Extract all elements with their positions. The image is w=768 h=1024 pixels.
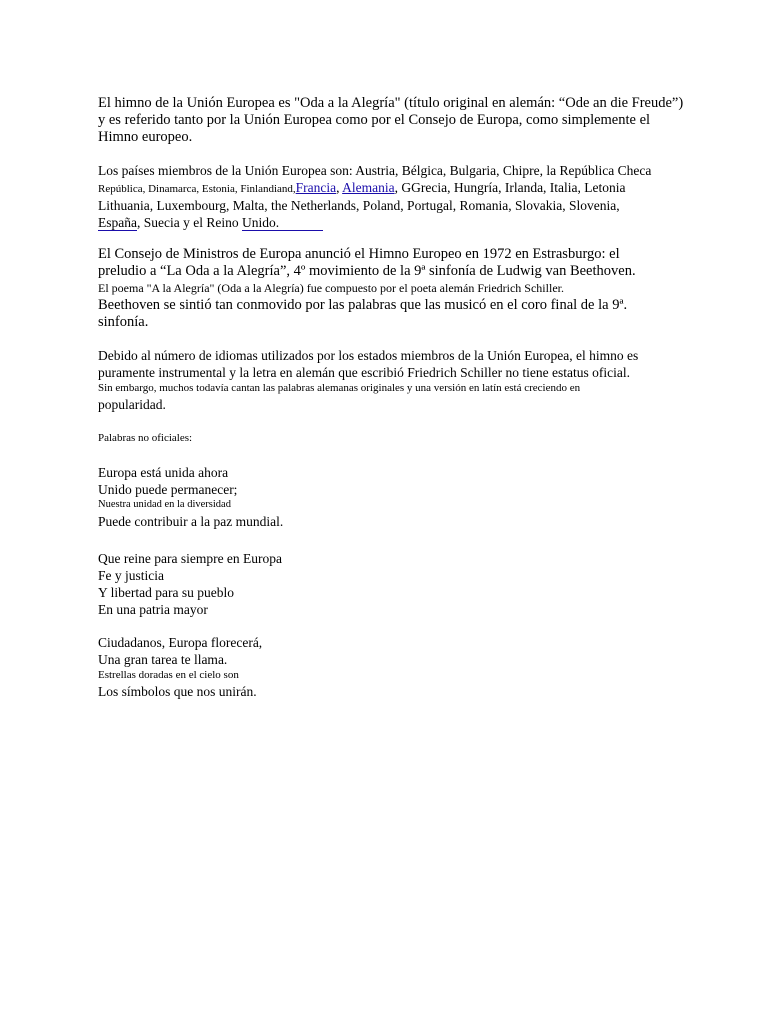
unofficial-words-heading	[98, 431, 688, 446]
text-line: Lithuania, Luxembourg, Malta, the Netherlands, Poland, Portugal, Romania, Slovakia, Slovenia,	[98, 198, 620, 213]
paragraph-council	[98, 246, 688, 331]
lyric-line: En una patria mayor	[98, 602, 208, 617]
text-segment: República, Dinamarca, Estonia, Finlandiand,	[98, 183, 296, 195]
lyric-line: Europa está unida ahora	[98, 465, 229, 480]
text-line: popularidad.	[98, 397, 166, 412]
text-line-with-links	[98, 214, 688, 231]
link-unido[interactable]: Unido.	[242, 215, 323, 231]
text-line: Los países miembros de la Unión Europea son: Austria, Bélgica, Bulgaria, Chipre, la República Checa	[98, 163, 652, 178]
lyric-line: Que reine para siempre en Europa	[98, 551, 283, 566]
text-segment: , GGrecia, Hungría, Irlanda, Italia, Letonia	[394, 180, 626, 195]
text-line: sinfonía.	[98, 314, 149, 330]
section-heading: Palabras no oficiales:	[98, 432, 193, 444]
lyric-line: Ciudadanos, Europa florecerá,	[98, 635, 263, 650]
text-segment: , Suecia y el Reino	[136, 215, 242, 230]
link-francia[interactable]: Francia	[295, 180, 337, 195]
link-espana[interactable]: España	[98, 215, 137, 230]
link-alemania[interactable]: Alemania	[342, 180, 395, 195]
lyric-line: Unido puede permanecer;	[98, 482, 238, 497]
paragraph-instrumental	[98, 347, 688, 413]
text-line: Himno europeo.	[98, 129, 193, 145]
text-line: Debido al número de idiomas utilizados por los estados miembros de la Unión Europea, el himno es	[98, 348, 639, 363]
lyric-line: Los símbolos que nos unirán.	[98, 684, 257, 699]
text-line: y es referido tanto por la Unión Europea como por el Consejo de Europa, como simplemente el	[98, 112, 651, 128]
paragraph-anthem-intro	[98, 95, 688, 146]
text-line: Sin embargo, muchos todavía cantan las palabras alemanas originales y una versión en latín está creciendo en	[98, 382, 581, 394]
text-line: puramente instrumental y la letra en alemán que escribió Friedrich Schiller no tiene estatus oficial.	[98, 365, 630, 380]
text-line: Beethoven se sintió tan conmovido por las palabras que las musicó en el coro final de la 9ª.	[98, 297, 628, 313]
lyric-line: Fe y justicia	[98, 568, 164, 583]
text-line-with-links	[98, 179, 688, 197]
text-line: El Consejo de Ministros de Europa anunció el Himno Europeo en 1972 en Estrasburgo: el	[98, 246, 620, 262]
lyric-line: Y libertad para su pueblo	[98, 585, 234, 600]
lyric-line: Nuestra unidad en la diversidad	[98, 499, 231, 510]
lyrics-stanza-2	[98, 550, 688, 618]
text-line: El himno de la Unión Europea es "Oda a la Alegría" (título original en alemán: “Ode an die Freude”)	[98, 95, 684, 111]
lyric-line: Una gran tarea te llama.	[98, 652, 228, 667]
lyrics-stanza-1	[98, 464, 688, 530]
text-line: El poema "A la Alegría" (Oda a la Alegría) fue compuesto por el poeta alemán Friedrich Schiller.	[98, 281, 564, 295]
lyric-line: Puede contribuir a la paz mundial.	[98, 514, 284, 529]
text-segment: ,	[336, 180, 343, 195]
text-line: preludio a “La Oda a la Alegría”, 4º movimiento de la 9ª sinfonía de Ludwig van Beethoven.	[98, 263, 636, 279]
lyrics-stanza-3	[98, 634, 688, 700]
lyric-line: Estrellas doradas en el cielo son	[98, 669, 239, 681]
paragraph-member-states	[98, 162, 688, 231]
